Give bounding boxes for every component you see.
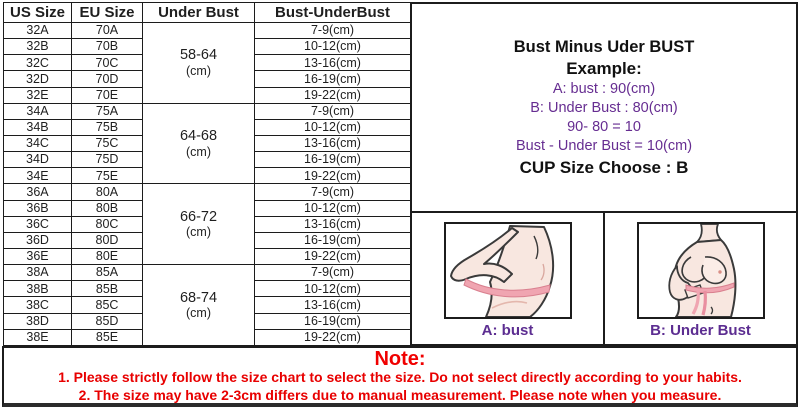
size-table-header-row bbox=[4, 3, 411, 23]
size-row bbox=[4, 23, 411, 39]
eu-size-cell: 75B bbox=[72, 119, 143, 135]
size-row bbox=[4, 103, 411, 119]
us-size-cell: 34A bbox=[4, 103, 72, 119]
note-item-1: 1. Please strictly follow the size chart to select the size. Do not select directly according to your habits. bbox=[58, 369, 742, 385]
eu-size-cell: 70C bbox=[72, 55, 143, 71]
example-line-bust: A: bust : 90(cm) bbox=[552, 80, 656, 97]
bust-measure-illustration bbox=[446, 224, 570, 317]
eu-size-cell: 80D bbox=[72, 232, 143, 248]
underbust-measure-illustration bbox=[641, 224, 761, 317]
size-row bbox=[4, 265, 411, 281]
us-size-cell: 34B bbox=[4, 119, 72, 135]
eu-size-cell: 80B bbox=[72, 200, 143, 216]
us-size-cell: 34C bbox=[4, 135, 72, 151]
under-bust-cell: 64-68 (cm) bbox=[143, 103, 255, 184]
eu-size-cell: 80E bbox=[72, 248, 143, 264]
diff-cell: 13-16(cm) bbox=[255, 297, 411, 313]
note-title: Note: bbox=[374, 348, 426, 370]
eu-size-cell: 80A bbox=[72, 184, 143, 200]
diff-cell: 10-12(cm) bbox=[255, 39, 411, 55]
us-size-cell: 36C bbox=[4, 216, 72, 232]
diff-cell: 13-16(cm) bbox=[255, 55, 411, 71]
diff-cell: 7-9(cm) bbox=[255, 184, 411, 200]
eu-size-cell: 80C bbox=[72, 216, 143, 232]
diff-cell: 10-12(cm) bbox=[255, 119, 411, 135]
eu-size-cell: 85D bbox=[72, 313, 143, 329]
under-bust-cell: 66-72 (cm) bbox=[143, 184, 255, 265]
header-us-size: US Size bbox=[4, 3, 72, 23]
diff-cell: 13-16(cm) bbox=[255, 216, 411, 232]
us-size-cell: 32D bbox=[4, 71, 72, 87]
example-line-subtraction: 90- 80 = 10 bbox=[567, 118, 641, 135]
us-size-cell: 32A bbox=[4, 23, 72, 39]
measurement-example-box bbox=[410, 2, 798, 213]
example-subtitle: Example: bbox=[566, 58, 642, 78]
eu-size-cell: 85C bbox=[72, 297, 143, 313]
eu-size-cell: 75C bbox=[72, 135, 143, 151]
right-panel bbox=[410, 2, 798, 346]
example-line-underbust: B: Under Bust : 80(cm) bbox=[530, 99, 678, 116]
size-table bbox=[3, 2, 411, 346]
diff-cell: 13-16(cm) bbox=[255, 135, 411, 151]
diff-cell: 7-9(cm) bbox=[255, 265, 411, 281]
diff-cell: 16-19(cm) bbox=[255, 313, 411, 329]
diff-cell: 19-22(cm) bbox=[255, 248, 411, 264]
eu-size-cell: 70A bbox=[72, 23, 143, 39]
us-size-cell: 36A bbox=[4, 184, 72, 200]
underbust-illustration-frame bbox=[637, 222, 765, 319]
bust-illustration-cell bbox=[410, 211, 605, 346]
eu-size-cell: 70D bbox=[72, 71, 143, 87]
header-under-bust: Under Bust bbox=[143, 3, 255, 23]
us-size-cell: 36D bbox=[4, 232, 72, 248]
us-size-cell: 38B bbox=[4, 281, 72, 297]
us-size-cell: 34E bbox=[4, 168, 72, 184]
diff-cell: 16-19(cm) bbox=[255, 232, 411, 248]
eu-size-cell: 85A bbox=[72, 265, 143, 281]
example-line-result: Bust - Under Bust = 10(cm) bbox=[515, 137, 693, 154]
diff-cell: 10-12(cm) bbox=[255, 200, 411, 216]
us-size-cell: 38D bbox=[4, 313, 72, 329]
size-row bbox=[4, 184, 411, 200]
size-table-body bbox=[4, 23, 411, 346]
eu-size-cell: 85E bbox=[72, 329, 143, 345]
header-eu-size: EU Size bbox=[72, 3, 143, 23]
underbust-illustration-cell bbox=[603, 211, 798, 346]
us-size-cell: 32C bbox=[4, 55, 72, 71]
eu-size-cell: 85B bbox=[72, 281, 143, 297]
under-bust-cell: 68-74 (cm) bbox=[143, 265, 255, 346]
bust-caption: A: bust bbox=[481, 322, 534, 339]
diff-cell: 7-9(cm) bbox=[255, 103, 411, 119]
us-size-cell: 38A bbox=[4, 265, 72, 281]
us-size-cell: 38E bbox=[4, 329, 72, 345]
underbust-caption: B: Under Bust bbox=[650, 322, 751, 339]
diff-cell: 7-9(cm) bbox=[255, 23, 411, 39]
example-cup-size: CUP Size Choose : B bbox=[519, 157, 689, 177]
note-item-2: 2. The size may have 2-3cm differs due to manual measurement. Please note when you measure. bbox=[78, 386, 722, 403]
illustration-row bbox=[410, 211, 798, 346]
diff-cell: 19-22(cm) bbox=[255, 168, 411, 184]
eu-size-cell: 75D bbox=[72, 152, 143, 168]
us-size-cell: 34D bbox=[4, 152, 72, 168]
us-size-cell: 32E bbox=[4, 87, 72, 103]
us-size-cell: 36E bbox=[4, 248, 72, 264]
diff-cell: 10-12(cm) bbox=[255, 281, 411, 297]
eu-size-cell: 75A bbox=[72, 103, 143, 119]
diff-cell: 16-19(cm) bbox=[255, 71, 411, 87]
us-size-cell: 36B bbox=[4, 200, 72, 216]
header-bust-underbust: Bust-UnderBust bbox=[255, 3, 411, 23]
diff-cell: 19-22(cm) bbox=[255, 87, 411, 103]
eu-size-cell: 75E bbox=[72, 168, 143, 184]
note-box bbox=[2, 346, 798, 407]
eu-size-cell: 70E bbox=[72, 87, 143, 103]
under-bust-cell: 58-64 (cm) bbox=[143, 23, 255, 104]
diff-cell: 16-19(cm) bbox=[255, 152, 411, 168]
example-title: Bust Minus Uder BUST bbox=[513, 37, 695, 56]
diff-cell: 19-22(cm) bbox=[255, 329, 411, 345]
us-size-cell: 32B bbox=[4, 39, 72, 55]
bust-illustration-frame bbox=[444, 222, 572, 319]
us-size-cell: 38C bbox=[4, 297, 72, 313]
eu-size-cell: 70B bbox=[72, 39, 143, 55]
